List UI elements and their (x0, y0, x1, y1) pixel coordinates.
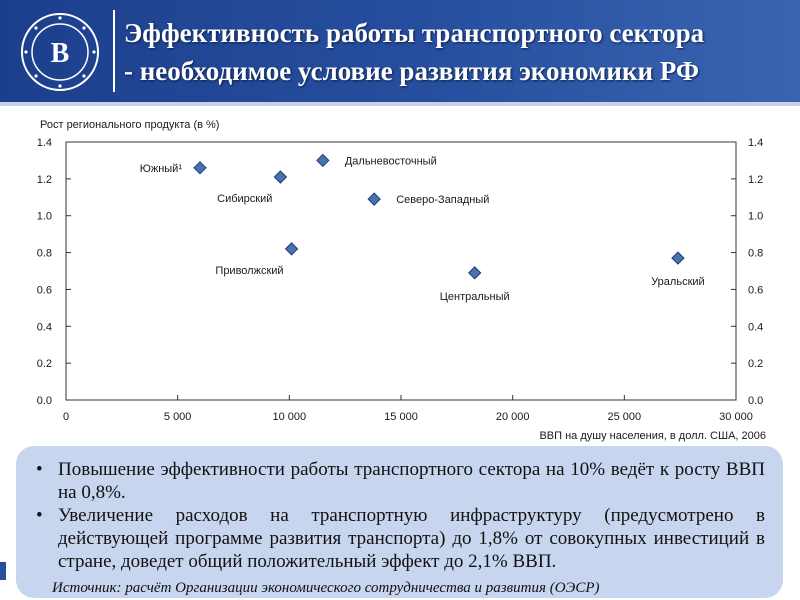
slide-title-line-1: Эффективность работы транспортного сектора (124, 18, 705, 48)
point-label: Северо-Западный (396, 194, 490, 207)
data-point (274, 171, 286, 183)
y-tick-label-left: 1.2 (36, 173, 52, 186)
svg-text:В: В (50, 38, 70, 69)
y-tick-label-left: 0.8 (36, 247, 52, 260)
data-point (368, 193, 380, 205)
y-tick-label-right: 1.4 (748, 137, 764, 149)
x-tick-label: 30 000 (719, 411, 753, 423)
point-label: Южный¹ (139, 162, 182, 175)
data-point (469, 267, 481, 279)
y-tick-label-left: 1.0 (36, 210, 52, 223)
slide-title (124, 14, 796, 90)
data-point (317, 154, 329, 166)
chart-points (140, 154, 705, 302)
point-label: Приволжский (215, 264, 284, 277)
plot-frame (66, 142, 736, 400)
note-item: • Увеличение расходов на транспортную инфраструктуру (предусмотрено в действующей программе развития транспорта) до 1,8% от совокупных инвестиций в стране, доведет общий положительный эффект до 2,1% ВВП. (32, 504, 765, 573)
y-tick-label-right: 0.4 (748, 321, 764, 334)
y-tick-label-right: 0.6 (748, 284, 764, 297)
header-divider (113, 10, 115, 92)
university-logo (16, 8, 104, 96)
y-tick-label-left: 0.4 (36, 321, 52, 334)
data-point (194, 162, 206, 174)
slide-title-line-2: - необходимое условие развития экономики РФ (124, 56, 700, 86)
note-item: • Повышение эффективности работы транспортного сектора на 10% ведёт к росту ВВП на 0,8%. (32, 458, 765, 504)
x-tick-label: 15 000 (384, 411, 418, 423)
y-tick-label-left: 0.0 (36, 395, 52, 407)
accent-bar (0, 562, 6, 580)
slide-header (0, 0, 800, 106)
data-point (672, 252, 684, 264)
chart-axes (66, 142, 736, 400)
scatter-chart (0, 106, 800, 446)
y-tick-label-right: 1.2 (748, 173, 764, 186)
source-note: Источник: расчёт Организации экономического сотрудничества и развития (ОЭСР) (52, 580, 600, 596)
x-axis-title: ВВП на душу населения, в долл. США, 2006 (539, 430, 766, 442)
y-tick-label-left: 0.6 (36, 284, 52, 297)
y-tick-label-right: 0.0 (748, 395, 764, 407)
x-tick-label: 10 000 (272, 411, 307, 423)
x-tick-label: 0 (62, 411, 70, 423)
y-tick-label-left: 0.2 (36, 358, 52, 371)
y-tick-label-right: 1.0 (748, 210, 764, 223)
x-tick-label: 25 000 (607, 411, 642, 423)
y-tick-label-right: 0.2 (748, 358, 764, 371)
notes-list (32, 458, 765, 573)
x-tick-label: 5 000 (163, 411, 192, 423)
notes-box (16, 446, 783, 598)
y-tick-label-right: 0.8 (748, 247, 764, 260)
data-point (286, 243, 298, 255)
y-axis-title: Рост регионального продукта (в %) (40, 119, 220, 131)
point-label: Центральный (439, 290, 510, 303)
point-label: Уральский (651, 276, 705, 289)
y-tick-label-left: 1.4 (36, 137, 52, 149)
point-label: Сибирский (217, 193, 273, 206)
point-label: Дальневосточный (344, 155, 437, 168)
x-tick-label: 20 000 (495, 411, 530, 423)
